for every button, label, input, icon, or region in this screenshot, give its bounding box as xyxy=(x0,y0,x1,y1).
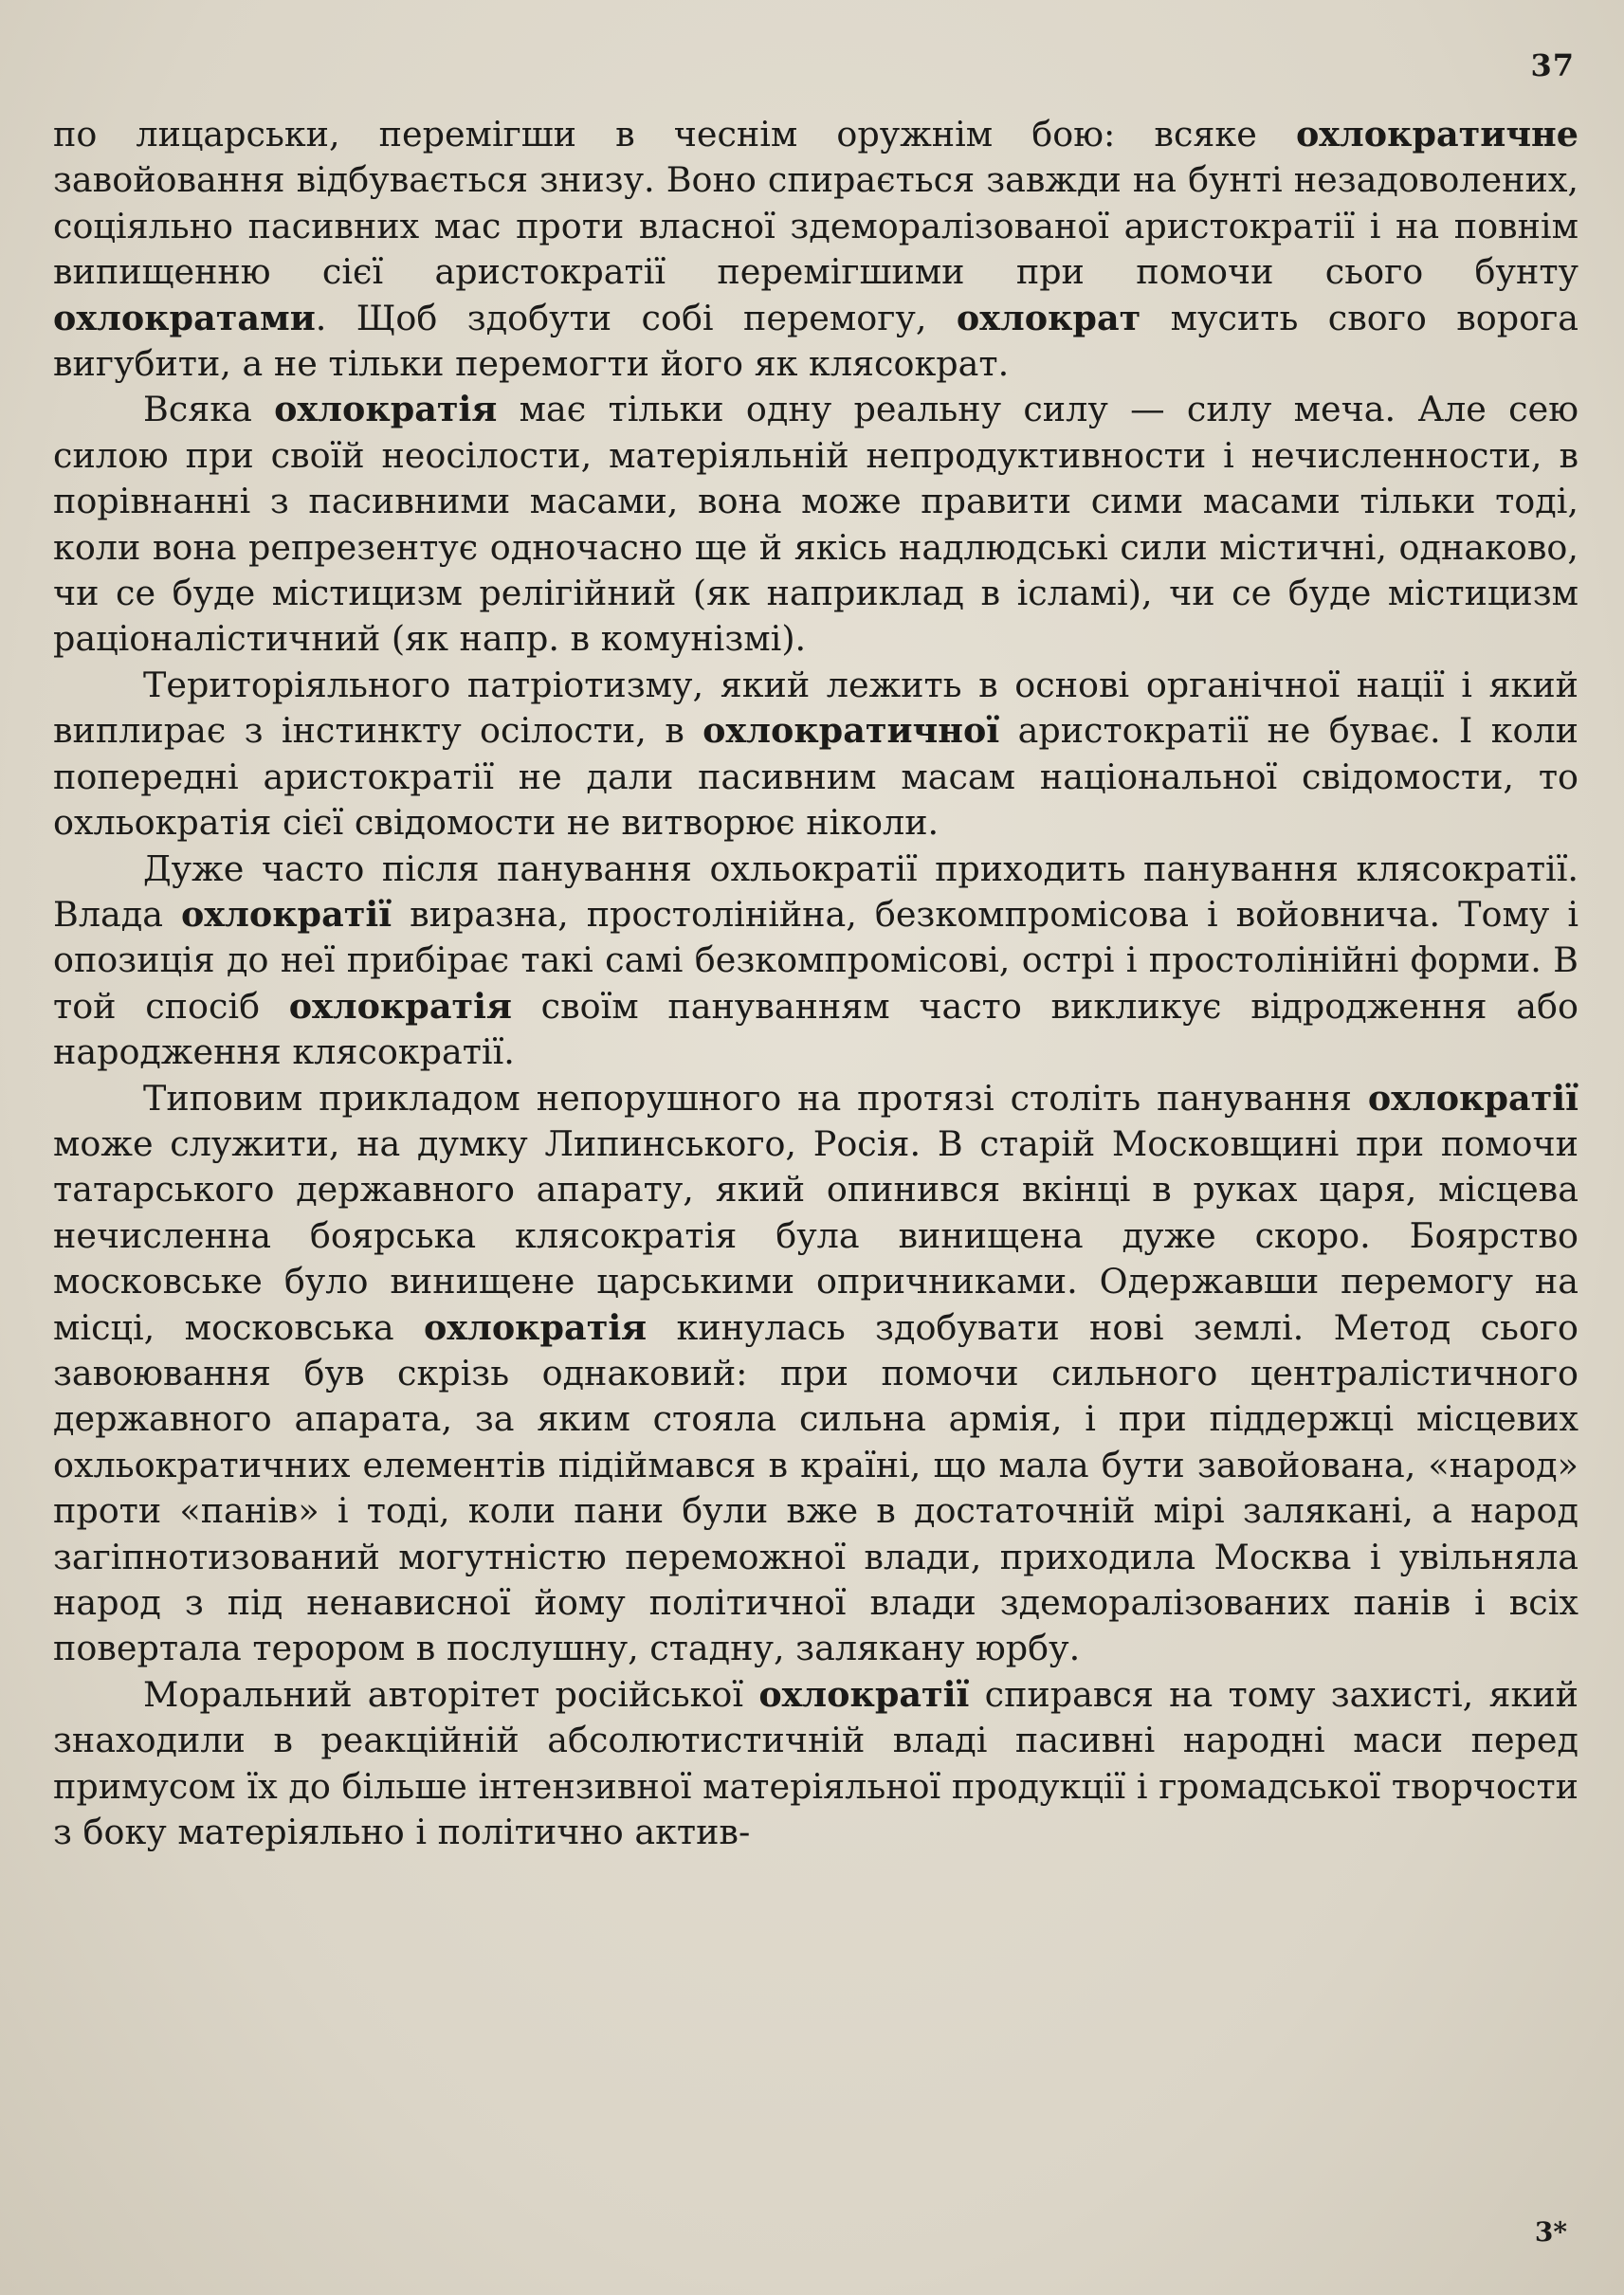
signature-mark: 3* xyxy=(1534,2216,1567,2248)
paragraph xyxy=(53,663,1578,847)
paragraph xyxy=(53,387,1578,662)
text-segment: аристократії не буває. І коли попередні аристократії не дали пасивним масам національної свідомости, то охльократія сієї свідомости не витворює ніколи. xyxy=(53,710,1578,844)
text-segment: . Щоб здобути собі перемогу, xyxy=(315,297,957,338)
text-segment: Моральний авторітет російської xyxy=(143,1673,759,1715)
emphasized-term: охлократ xyxy=(956,297,1141,338)
emphasized-term: охлократичної xyxy=(703,710,1000,752)
emphasized-term: охлократія xyxy=(423,1306,648,1348)
text-segment: спирався на тому захисті, який знаходили в реакційній абсолютистичній владі пасивні народні маси перед примусом їх до більше інтензивної матеріяльної продукції і громадської творчости з боку матеріяльно і політично актив- xyxy=(53,1673,1578,1853)
emphasized-term: охлократія xyxy=(274,389,498,430)
emphasized-term: охлократичне xyxy=(1295,114,1578,155)
text-segment: завойовання відбувається знизу. Воно спирається завжди на бунті незадоволених, соціяльно пасивних мас проти власної здеморалізованої аристократії і на повнім випищенню сієї аристократії перемігшими при помочи сього бунту xyxy=(53,159,1578,293)
text-segment: Типовим прикладом непорушного на протязі століть панування xyxy=(143,1077,1368,1119)
body-text xyxy=(53,112,1578,1855)
text-segment: Дуже часто після панування охльократії приходить панування клясократії. Влада xyxy=(53,847,1578,935)
text-segment: має тільки одну реальну силу — силу меча. Але сею силою при своїй неосілости, матеріяльній непродуктивности і нечисленности, в порівнанні з пасивними масами, вона може правити сими масами тільки тоді, коли вона репрезентує одночасно ще й якісь надлюдські сили містичні, однаково, чи се буде містицизм релігійний (як наприклад в ісламі), чи се буде містицизм раціоналістичний (як напр. в комунізмі). xyxy=(53,389,1578,660)
paragraph xyxy=(53,1076,1578,1672)
emphasized-term: охлократія xyxy=(288,985,512,1027)
emphasized-term: охлократії xyxy=(181,893,392,935)
paragraph xyxy=(53,1672,1578,1856)
text-segment: виразна, простолінійна, безкомпромісова і войовнича. Тому і опозиція до неї прибірає такі самі безкомпромісові, острі і простолінійні форми. В той спосіб xyxy=(53,893,1579,1027)
text-segment: Всяка xyxy=(143,389,275,430)
text-segment: по лицарськи, перемігши в чеснім оружнім бою: всяке xyxy=(53,114,1296,155)
text-segment: кинулась здобувати нові землі. Метод сього завоювання був скрізь однаковий: при помочи сильного централістичного державного апарата, за яким стояла сильна армія, і при піддержці місцевих охльократичних елементів підіймався в країні, що мала бути завойована, «народ» проти «панів» і тоді, коли пани були вже в достаточній мірі залякані, а народ загіпнотизований могутністю переможної влади, приходила Москва і увільняла народ з під ненависної йому політичної влади здеморалізованих панів і всіх повертала терором в послушну, стадну, залякану юрбу. xyxy=(53,1306,1578,1669)
paragraph xyxy=(53,847,1578,1076)
emphasized-term: охлократами xyxy=(53,297,316,338)
emphasized-term: охлократії xyxy=(758,1673,970,1715)
paragraph xyxy=(53,112,1578,387)
text-segment: Територіяльного патріотизму, який лежить в основі органічної нації і який виплирає з інстинкту осілости, в xyxy=(53,664,1578,752)
page-number: 37 xyxy=(1530,47,1575,83)
text-segment: своїм пануванням часто викликує відродження або народження клясократії. xyxy=(53,985,1578,1073)
emphasized-term: охлократії xyxy=(1367,1077,1578,1119)
text-segment: мусить свого ворога вигубити, а не тільки перемогти його як клясократ. xyxy=(53,297,1578,385)
text-segment: може служити, на думку Липинського, Росія. В старій Московщині при помочи татарського державного апарату, який опинився вкінці в руках царя, місцева нечисленна боярська клясократія була винищена дуже скоро. Боярство московське було винищене царськими опричниками. Одержавши перемогу на місці, московська xyxy=(53,1122,1578,1348)
